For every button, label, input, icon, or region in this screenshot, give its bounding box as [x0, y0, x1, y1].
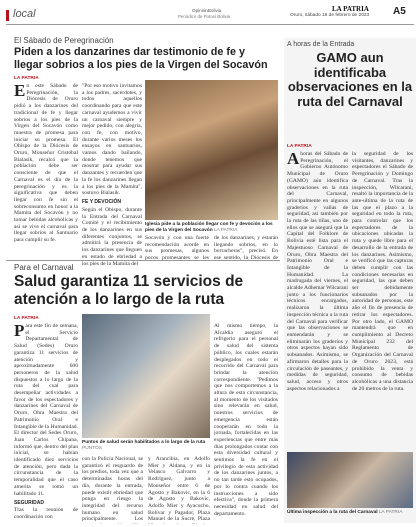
church-photo: [145, 80, 278, 220]
article-column-1: [14, 83, 78, 244]
sidebar-body-text: la seguridad de los visitantes, danzarines y espectadores el Sábado de Peregrinación y Domingo de Carnaval. Tras la inspección, Wilcarani, resaltó la importancia de la ante-ultima de la ruta de las que el plazo a la seguridad en todo la ruta, para controlar que los espectadores de la ubicaciones ubicadas la ruta y quede libre para el desarrollo de la entrada de los danzarines. Asimismo, se verificó que las capturas deben cumplir con las condiciones necesarias en seguridad, las que deben ser debidamente subsanados por la autoridad de personas, este año el fin de presencia de retirar los espectadores. Por otro lado, el GAMO mantendrá que en cumplimiento al Decreto Municipal 232 del Reglamento de Organización del Carnaval de Oruro 2023, está prohibido la venta y consumo de bebidas alcohólicas a una distancia de 20 metros de la ruta.: [352, 151, 413, 392]
article-body-text: "Por eso motivo invitamos a los padres, sacerdotes, y todos aquellos coordinando para que este carnaval ayudemos a vivir un carnaval siempre y mejor pedido, con alegría, con fe, con motivo, durante varios meses los ensayos en santuarios, vamos dando bailando, donde tenemos que mostrar para ayudar sus danzantes y recuerden que la fe los danzarines llegan a los pies de la Mamita", sostuvo Bialasik.: [82, 83, 142, 197]
article-pilgrimage: [0, 26, 280, 267]
article-body-text: de los danzarines, y estarán llegando sobrios, en lo borracheras", precisó. En ese sentido, la Diócesis de: [214, 235, 278, 260]
article-headline: Salud garantiza 11 servicios de atención a lo largo de la ruta: [14, 273, 244, 308]
article-column-1: [14, 323, 78, 523]
article-kicker: Para el Carnaval: [14, 263, 74, 272]
drop-cap: P: [14, 323, 25, 340]
article-column-4: [214, 323, 278, 523]
section-label: local: [13, 8, 36, 20]
sidebar-column-1: [287, 151, 348, 449]
article-column-3: [148, 456, 210, 524]
article-body-text: Según el Obispo, durante la Entrada del Carnaval Comité y el recibimiento de los danzarines en sus diferentes conjuntos, se admitirá la presencia de los danzarines que lleguen en estado de ebriedad a los pies de la Mamita del: [82, 206, 142, 267]
section-divider: [6, 260, 280, 261]
sidebar-headline: GAMO aun identificaba observaciones en la ruta del Carnaval: [287, 50, 413, 109]
article-byline: LA PATRIA: [14, 76, 39, 81]
photo-caption: [145, 222, 278, 233]
article-column-2: [82, 456, 143, 524]
article-kicker: El Sábado de Peregrinación: [14, 36, 114, 45]
article-column-4: [214, 235, 278, 260]
article-column-3: [145, 235, 209, 260]
article-subhead: FE Y DEVOCIÓN: [82, 198, 121, 205]
caption-text: Puntos de salud serán habilitados a lo largo de la ruta: [82, 440, 206, 445]
sidebar-byline: LA PATRIA: [287, 144, 312, 149]
header-center-bottom: Periódico de Potosí Bolivia: [178, 14, 231, 19]
header-accent-bar: [6, 10, 9, 21]
route-inspection-photo: [287, 452, 413, 508]
article-body-text: ara este fin de semana, el Servicio Departamental de Salud (Sedes) Oruro garantiza 11 servicios de atención y aproximadamente 600 personeros de la salud dispuestos a lo largo de la ruta del cual para desempeñar actividades a favor de los espectadores y danzarines del Carnaval de Oruro, Obra Maestra del Patrimonio Oral e Intangible de la Humanidad. El director del Sedes Oruro, Juan Carlos Chipana, informó que, dentro del plan inicial, se habían identificado diez servicios de atención, pero dada la circunstancia de la temporalidad que el caso amerita se tomó un habilitado 11.: [14, 323, 78, 497]
brand-logo: LA PATRIA: [332, 5, 369, 13]
drop-cap: E: [14, 81, 26, 100]
sidebar-kicker: A horas de la Entrada: [287, 41, 355, 48]
caption-text: Última inspección a la ruta del Carnaval: [287, 510, 378, 515]
caption-text: Iglesia pide a la población llegar con fe y devoción a los pies de la Virgen del Socavón: [145, 222, 273, 233]
page-number: A5: [393, 6, 406, 17]
sidebar-body-text: horas del Sábado de Peregrinación, el Gobierno Autónomo Municipal de Oruro (GAMO) aún identifica observaciones en la ruta del Carnaval, principalmente en algunos graderíos y vallas de seguridad, así también por la ruta de las riñas, uno de ellos que se asegurá que la Capital del Folklore de Bolivia esté lista para el Majestuoso Carnaval de Oruro, Obra Maestra del Patrimonio Oral e Intangible de la Humanidad. La madrugada del viernes, el alcalde Adhemar Wilcarani junto a los funcionarios técnicos encargados, realizaron la última inspección técnica a la ruta del Carnaval para verificar que las observaciones se enmendarán y se eliminarán los graderíos y otros aspectos hayan sido subsanados. Asimismo, se afirmaron detalles para la circulación de paseantes, y medidas de seguridad, salud, acceso y otros aspectos relacionados a: [287, 151, 348, 392]
article-byline: LA PATRIA: [14, 316, 39, 321]
article-body-text: con la Policía Nacional, se garantizó el resguardo de los predios, toda vez que a determinadas horas del día, durante la entrada, puede existir ebriedad que ponga en riesgo la integridad del recurso humano en salud principalmente. Los: [82, 456, 143, 523]
sidebar-article: [284, 38, 416, 523]
article-body-text: Socavón y con una fuerte recomendación acorde en sus promesas, algunos pocos promesantes se les: [145, 235, 209, 260]
photo-caption: [82, 440, 210, 451]
header-center-top: OpiniónBolivia: [192, 8, 222, 13]
article-subhead: SEGURIDAD: [14, 500, 45, 507]
caption-credit: LA PATRIA: [378, 510, 403, 515]
article-health: [0, 260, 280, 527]
header-date: Oruro, sábado 18 de febrero de 2023: [290, 13, 370, 18]
health-point-photo: [82, 314, 210, 438]
drop-cap: A: [287, 151, 300, 168]
article-column-2: [82, 83, 142, 267]
sidebar-photo-caption: [287, 510, 413, 515]
article-headline: Piden a los danzarines dar testimonio de fe y llegar sobrios a los pies de la Virgen del Socavón: [14, 46, 268, 71]
sidebar-column-2: [352, 151, 413, 449]
article-body-text: n este Sábado de Peregrinación, la Diócesis de Oruro pidió a los danzarines del tradicional de fe y llegar sobrios a los pies de la Virgen del Socavón como muestra de promesa para iniciar su promesa. El Obispo de la Diócesis de Oruro, Monseñor Cristóbal Bialasik, recalcó que la población debe ser consciente de que el Carnaval es el día de la peregrinación y es la significativa que deben llegar con fe sin el sobreconsumo en honor a la Mamita del Socavón y no tomar bebidas alcohólicas y así se vive el carnaval para llegar sobrios al Santuario para cumplir su fe.: [14, 83, 78, 244]
caption-credit: PUNTOS: [82, 445, 102, 451]
header-divider: [6, 24, 414, 25]
article-body-text: Tras la reunión de coordinación con: [14, 507, 78, 520]
article-body-text: y Arancibia, en Adolfo Mier y Aldana, y en la Velasco Galvarro y Rodríguez, junto a Monseñor entre 6 de Agosto y Bakovic, en la 6 de Agosto y Bakovic, Adolfo Mier y Ayacucho, Bolívar y Pagador, Plaza Manuel de la Sucre, Plaza: [148, 456, 210, 523]
caption-credit: LA PATRIA: [213, 227, 238, 233]
article-body-text: Al mismo tiempo, la Alcaldía aseguró el refrigerio para el personal de salud del sistema público, los cuales estarán desplegados en todo el recorrido del Carnaval para brindar la atención correspondiente. "Pedimos que nos comportemos a la altura de esta circunstancia, al momento de los visitados sino relevarán en salud, nuestros servicios de emergencia están cooperarán en todo la jornada, fortalecidas en las experiencias que entre más días prolongados contar con esta diversidad cultural y sentimos la fe en el privilegio de esta actividad de los danzarines juntos, a no tan tarde esto ocupados, por lo contra cuando los instrucciones a sido efectiva", donde la primera necesidad en salud del departamento.: [214, 323, 278, 517]
